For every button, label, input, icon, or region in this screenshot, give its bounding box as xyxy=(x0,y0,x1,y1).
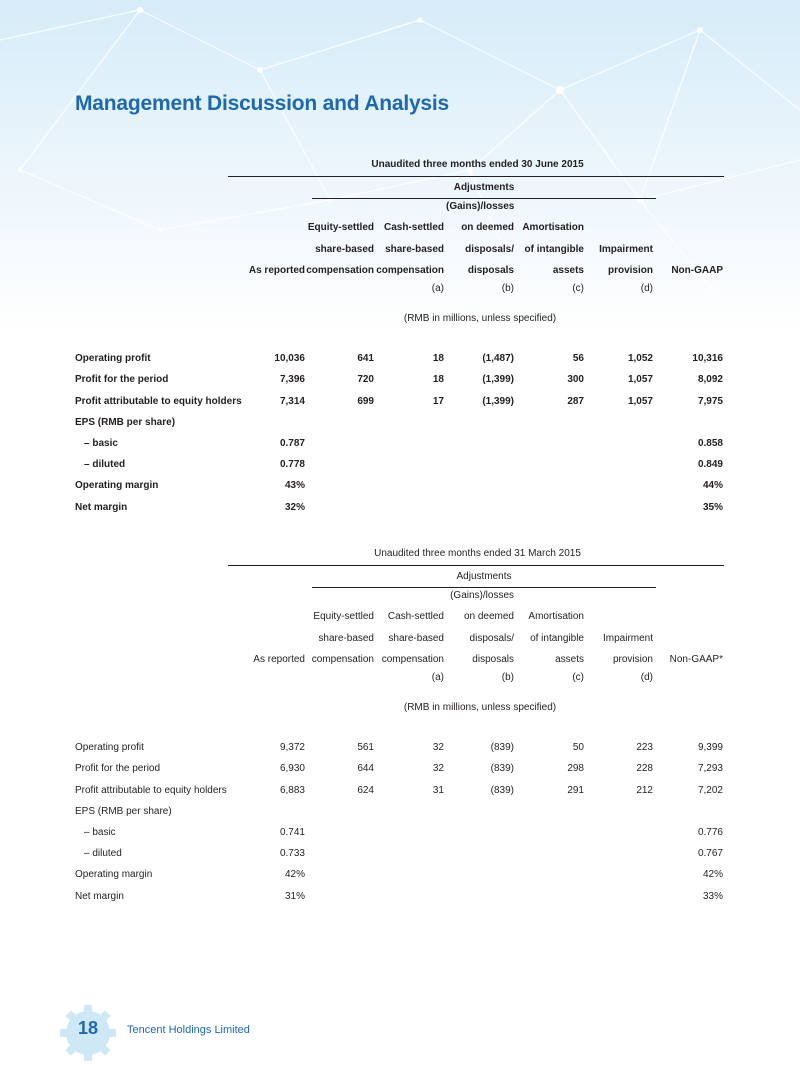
table-cell: 17 xyxy=(432,396,444,407)
table-cell: 212 xyxy=(636,785,653,796)
table-cell: 18 xyxy=(432,374,444,385)
caption-rule xyxy=(228,565,724,566)
column-header-line: As reported xyxy=(248,265,305,277)
table-cell: 56 xyxy=(572,353,584,364)
column-header-line: share-based xyxy=(385,243,444,255)
table-cell: 42% xyxy=(284,869,305,880)
table-cell: 10,316 xyxy=(692,353,723,364)
table-cell: 0.741 xyxy=(279,827,305,838)
table-cell: (1,487) xyxy=(482,353,514,364)
row-label: EPS (RMB per share) xyxy=(75,806,172,817)
page-title: Management Discussion and Analysis xyxy=(75,92,450,115)
table-cell: 0.858 xyxy=(697,438,723,449)
table-cell: (839) xyxy=(490,763,514,774)
column-header-line: disposals/ xyxy=(465,243,514,255)
row-label: – diluted xyxy=(84,459,126,470)
table-cell: 32 xyxy=(432,742,444,753)
column-header-line: As reported xyxy=(253,654,305,666)
column-header-line: Non-GAAP* xyxy=(669,654,723,666)
table-cell: 287 xyxy=(567,396,584,407)
column-note: (a) xyxy=(431,672,444,683)
row-label: Profit attributable to equity holders xyxy=(75,785,227,796)
table-cell: 624 xyxy=(357,785,374,796)
table-cell: 32% xyxy=(284,502,305,513)
column-note: (d) xyxy=(640,672,653,683)
table-cell: 31% xyxy=(284,891,305,902)
column-note: (c) xyxy=(572,283,584,294)
table-cell: 33% xyxy=(702,891,723,902)
column-header-line: share-based xyxy=(388,632,444,644)
column-header-line: (Gains)/losses xyxy=(450,589,514,601)
column-note: (b) xyxy=(501,283,514,294)
column-header-line: compensation xyxy=(311,654,374,666)
table-cell: 10,036 xyxy=(274,353,305,364)
row-label: – diluted xyxy=(84,848,122,859)
column-header-line: compensation xyxy=(381,654,444,666)
table-cell: 644 xyxy=(357,763,374,774)
table-cell: 6,883 xyxy=(279,785,305,796)
table-cell: 720 xyxy=(357,374,374,385)
row-label: Operating margin xyxy=(75,869,153,880)
row-label: Profit for the period xyxy=(75,763,161,774)
caption-rule xyxy=(228,176,724,177)
row-label: Net margin xyxy=(75,502,128,513)
table-cell: (1,399) xyxy=(482,396,514,407)
column-header-line: Impairment xyxy=(599,243,653,255)
table-cell: 223 xyxy=(636,742,653,753)
column-header-line: Impairment xyxy=(602,632,653,644)
table-cell: 0.849 xyxy=(697,459,723,470)
table-cell: (839) xyxy=(490,742,514,753)
column-note: (b) xyxy=(501,672,514,683)
column-header-line: on deemed xyxy=(461,222,514,234)
column-header-line: disposals xyxy=(472,654,514,666)
table-cell: 44% xyxy=(702,480,723,491)
table-cell: 7,396 xyxy=(279,374,305,385)
row-label: – basic xyxy=(84,827,116,838)
table-cell: 7,975 xyxy=(697,396,723,407)
table-cell: 1,052 xyxy=(627,353,653,364)
row-label: Operating profit xyxy=(75,742,144,753)
table-cell: 50 xyxy=(572,742,584,753)
units-note: (RMB in millions, unless specified) xyxy=(403,702,557,713)
column-header-line: share-based xyxy=(318,632,374,644)
column-header-line: assets xyxy=(552,265,584,277)
table-cell: 8,092 xyxy=(697,374,723,385)
column-header-line: Equity-settled xyxy=(313,611,374,623)
column-header-line: (Gains)/losses xyxy=(446,200,515,212)
table-cell: 7,293 xyxy=(697,763,723,774)
row-label: Operating margin xyxy=(75,480,159,491)
column-header-line: Non-GAAP xyxy=(671,265,723,277)
column-header-line: provision xyxy=(607,265,653,277)
column-header-line: assets xyxy=(555,654,584,666)
table-cell: 9,372 xyxy=(279,742,305,753)
table-cell: 1,057 xyxy=(627,374,653,385)
column-header-line: disposals/ xyxy=(469,632,514,644)
table-cell: 6,930 xyxy=(279,763,305,774)
column-note: (a) xyxy=(431,283,444,294)
table-cell: (839) xyxy=(490,785,514,796)
column-header-line: disposals xyxy=(467,265,514,277)
table-cell: 7,202 xyxy=(697,785,723,796)
table-cell: 43% xyxy=(284,480,305,491)
column-header-line: compensation xyxy=(376,265,444,277)
column-header-line: of intangible xyxy=(530,632,584,644)
row-label: Profit attributable to equity holders xyxy=(75,396,242,407)
column-header-line: compensation xyxy=(306,265,374,277)
table-cell: 0.767 xyxy=(697,848,723,859)
table-cell: 7,314 xyxy=(279,396,305,407)
column-header-line: Equity-settled xyxy=(307,222,374,234)
table-cell: 699 xyxy=(357,396,374,407)
adjustments-label: Adjustments xyxy=(456,571,512,582)
adjustments-label: Adjustments xyxy=(453,182,515,193)
column-header-line: provision xyxy=(612,654,653,666)
column-header-line: Cash-settled xyxy=(387,611,444,623)
row-label: Net margin xyxy=(75,891,124,902)
column-note: (c) xyxy=(572,672,584,683)
footer-company-name: Tencent Holdings Limited xyxy=(127,1024,250,1036)
column-header-line: share-based xyxy=(315,243,374,255)
row-label: – basic xyxy=(84,438,118,449)
table-cell: 1,057 xyxy=(627,396,653,407)
table-cell: 42% xyxy=(702,869,723,880)
table-cell: 0.733 xyxy=(279,848,305,859)
column-header-line: Cash-settled xyxy=(383,222,444,234)
table-cell: 0.778 xyxy=(279,459,305,470)
table-cell: (1,399) xyxy=(482,374,514,385)
column-note: (d) xyxy=(640,283,653,294)
table-cell: 641 xyxy=(357,353,374,364)
table-cell: 228 xyxy=(636,763,653,774)
units-note: (RMB in millions, unless specified) xyxy=(403,313,557,324)
column-header-line: Amortisation xyxy=(528,611,584,623)
column-header-line: Amortisation xyxy=(522,222,584,234)
row-label: Profit for the period xyxy=(75,374,169,385)
table-q1-2015 xyxy=(0,545,800,915)
column-header-line: on deemed xyxy=(463,611,514,623)
row-label: Operating profit xyxy=(75,353,151,364)
table-cell: 35% xyxy=(702,502,723,513)
table-q2-2015 xyxy=(0,156,800,526)
table-cell: 9,399 xyxy=(697,742,723,753)
table-cell: 0.787 xyxy=(279,438,305,449)
row-label: EPS (RMB per share) xyxy=(75,417,176,428)
table-cell: 300 xyxy=(567,374,584,385)
table-cell: 18 xyxy=(432,353,444,364)
table-cell: 291 xyxy=(567,785,584,796)
table-caption: Unaudited three months ended 30 June 2015 xyxy=(371,159,584,170)
table-cell: 561 xyxy=(357,742,374,753)
page-number: 18 xyxy=(77,1018,99,1038)
table-caption: Unaudited three months ended 31 March 2015 xyxy=(374,548,581,559)
table-cell: 32 xyxy=(432,763,444,774)
column-header-line: of intangible xyxy=(524,243,584,255)
table-cell: 31 xyxy=(432,785,444,796)
table-cell: 0.776 xyxy=(697,827,723,838)
table-cell: 298 xyxy=(567,763,584,774)
